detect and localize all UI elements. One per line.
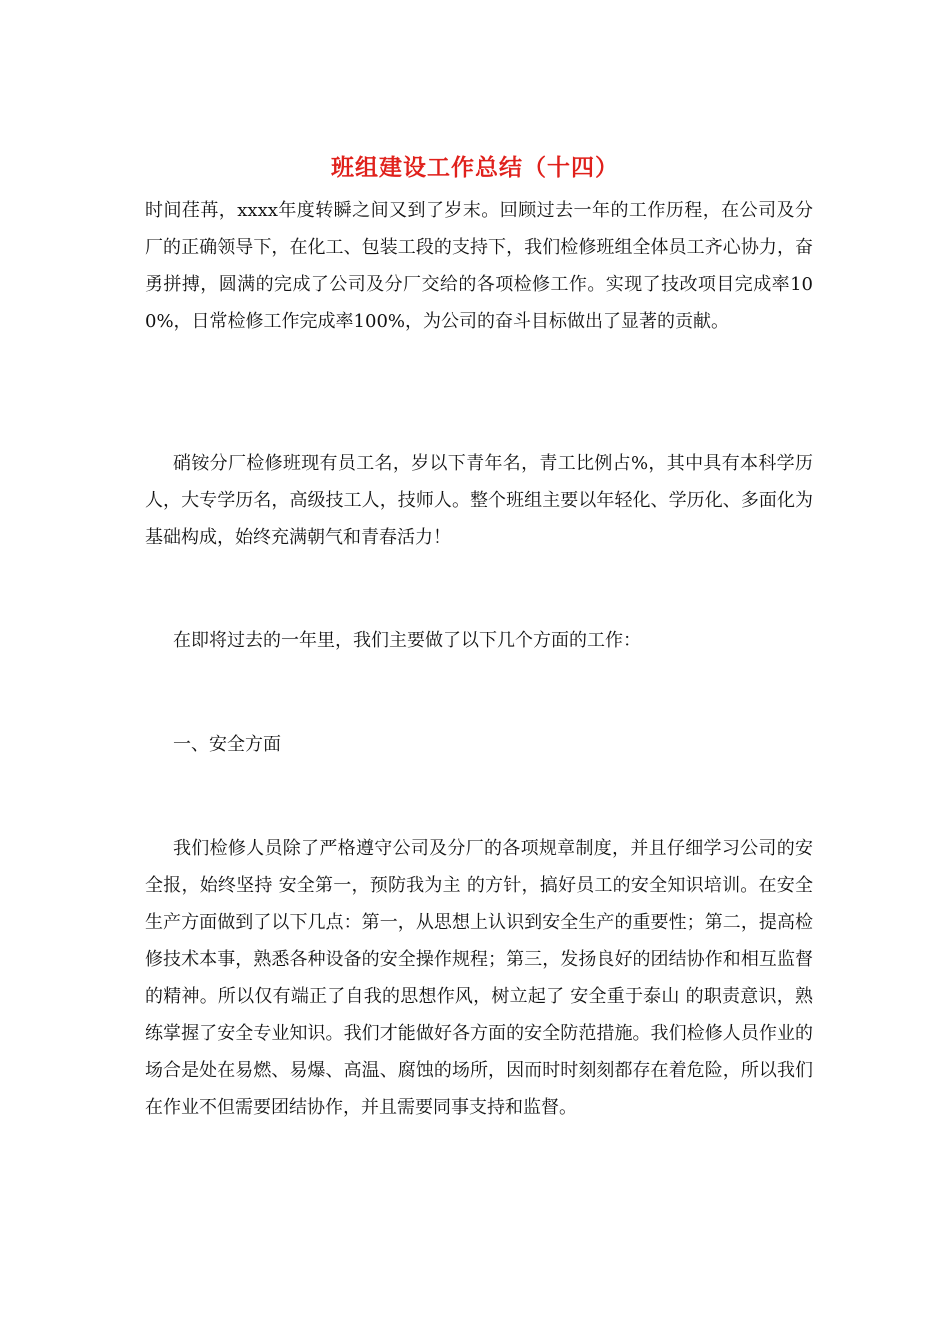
paragraph-team-composition: 硝铵分厂检修班现有员工名，岁以下青年名，青工比例占%，其中具有本科学历人，大专学历名，高级技工人，技师人。整个班组主要以年轻化、学历化、多面化为基础构成，始终充满朝气和青春活力！ [145,453,813,548]
document-title: 班组建设工作总结（十四） [331,154,619,181]
paragraph-safety: 我们检修人员除了严格遵守公司及分厂的各项规章制度，并且仔细学习公司的安全报，始终坚持 安全第一，预防我为主 的方针，搞好员工的安全知识培训。在安全生产方面做到了以下几点：第一，从思想上认识到安全生产的重要性；第二，提高检修技术本事，熟悉各种设备的安全操作规程；第三，发扬良好的团结协作和相互监督的精神。所以仅有端正了自我的思想作风，树立起了 安全重于泰山 的职责意识，熟练掌握了安全专业知识。我们才能做好各方面的安全防范措施。我们检修人员作业的场合是处在易燃、易爆、高温、腐蚀的场所，因而时时刻刻都存在着危险，所以我们在作业不但需要团结协作，并且需要同事支持和监督。 [145,838,813,1118]
paragraph-work-overview: 在即将过去的一年里，我们主要做了以下几个方面的工作： [173,630,641,651]
section-heading-safety: 一、安全方面 [173,734,281,755]
paragraph-intro: 时间荏苒，xxxx年度转瞬之间又到了岁末。回顾过去一年的工作历程，在公司及分厂的正确领导下，在化工、包装工段的支持下，我们检修班组全体员工齐心协力，奋勇拼搏，圆满的完成了公司及分厂交给的各项检修工作。实现了技改项目完成率100%，日常检修工作完成率100%，为公司的奋斗目标做出了显著的贡献。 [145,200,813,332]
